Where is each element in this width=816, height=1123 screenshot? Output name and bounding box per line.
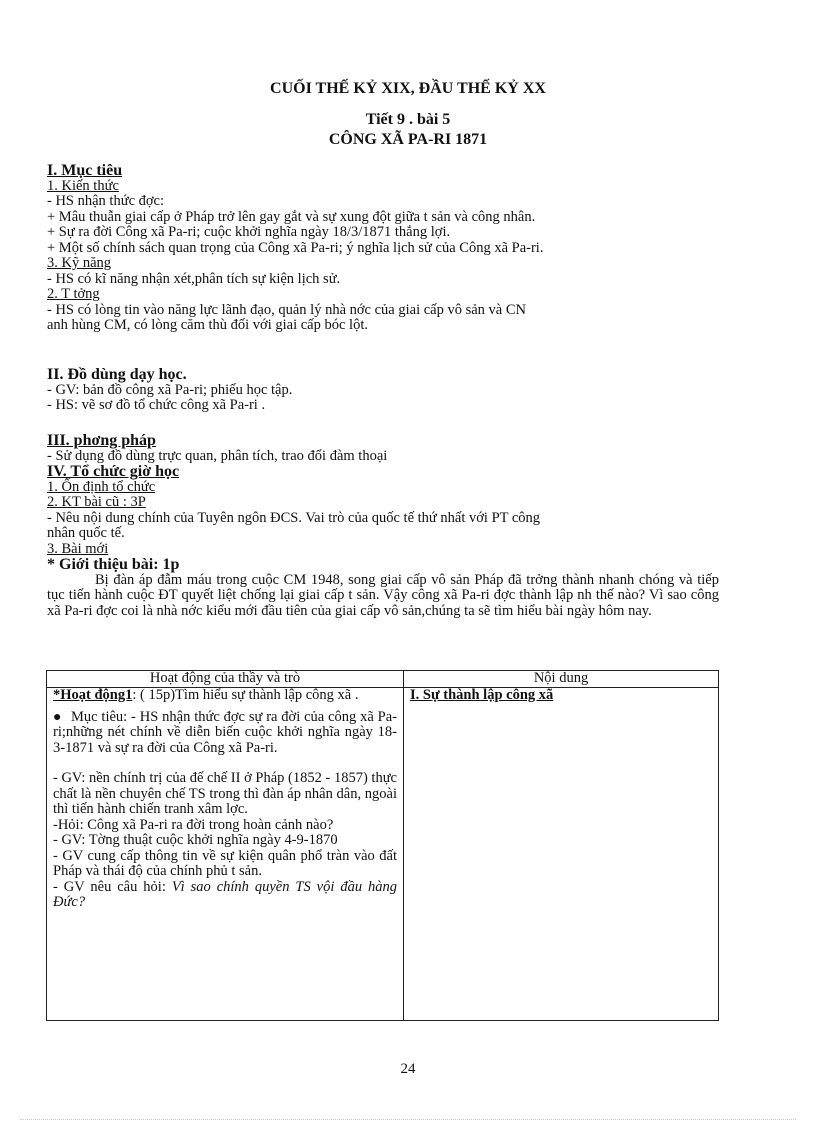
objectives-heading: I. Mục tiêu bbox=[47, 162, 123, 179]
knowledge-item: + Mâu thuẫn giai cấp ở Pháp trở lên gay gắt và sự xung đột giữa t sản và công nhân. bbox=[47, 208, 536, 225]
old-lesson-question: nhân quốc tế. bbox=[47, 525, 125, 541]
goal-label: Mục tiêu: - HS bbox=[71, 708, 159, 725]
header-teacher-student: Hoạt động của thầy và trò bbox=[47, 671, 404, 688]
knowledge-heading: 1. Kiến thức bbox=[47, 177, 119, 194]
content-heading: I. Sự thành lập công xã bbox=[410, 687, 554, 703]
methods-section bbox=[47, 433, 719, 619]
table-header-row bbox=[47, 671, 719, 688]
page-number: 24 bbox=[400, 1061, 416, 1077]
attitude-heading: 2. T tởng bbox=[47, 286, 100, 302]
organization-step: 1. Ổn định tổ chức bbox=[47, 478, 156, 495]
organization-step: 3. Bài mới bbox=[47, 540, 109, 557]
skills-text: - HS có kĩ năng nhận xét,phân tích sự kiện lịch sử. bbox=[47, 270, 341, 287]
intro-paragraph: Bị đàn áp đẫm máu trong cuộc CM 1948, song giai cấp vô sản Pháp đã trởng thành nhanh chóng và tiếp tục tiến hành cuộc ĐT quyết liệt chống lại giai cấp t sản. Vậy công xã Pa-ri đợc thành lập nh thế nào? Vì sao công xã Pa-ri đợc coi là nhà nớc kiểu mới đầu tiên của giai cấp vô sản,chúng ta sẽ tìm hiểu bài ngày hôm nay. bbox=[47, 571, 719, 619]
activity-table bbox=[46, 670, 719, 1021]
knowledge-item: + Một số chính sách quan trọng của Công xã Pa-ri; ý nghĩa lịch sử của Công xã Pa-ri. bbox=[47, 239, 544, 256]
goal-text: nhận thức đợc sự ra đời của công xã Pa-ri;những nét chính về diễn biến cuộc khởi nghĩa ngày 18-3-1871 và sự ra đời của Công xã Pa-ri. bbox=[53, 708, 398, 756]
teacher-question: -Hỏi: Công xã Pa-ri ra đời trong hoàn cảnh nào? bbox=[53, 816, 334, 833]
skills-heading: 3. Kỹ năng bbox=[47, 255, 112, 271]
activity-text: : ( 15p)Tìm hiểu sự thành lập công xã . bbox=[132, 687, 359, 703]
bullet-icon: ● bbox=[53, 709, 62, 725]
teacher-note: - GV cung cấp thông tin về sự kiện quân phổ tràn vào đất Pháp và thái độ của chính phủ t sản. bbox=[53, 847, 397, 879]
header-content: Nội dung bbox=[404, 671, 719, 688]
content-cell bbox=[404, 688, 719, 1021]
materials-item: - GV: bản đồ công xã Pa-ri; phiếu học tập. bbox=[47, 381, 293, 398]
organization-step: 2. KT bài cũ : 3P bbox=[47, 494, 146, 510]
intro-heading: * Giới thiệu bài: 1p bbox=[47, 556, 180, 573]
objectives-section bbox=[47, 163, 719, 334]
knowledge-intro: - HS nhận thức đợc: bbox=[47, 193, 165, 209]
knowledge-item: + Sự ra đời Công xã Pa-ri; cuộc khởi nghĩa ngày 18/3/1871 thắng lợi. bbox=[47, 224, 451, 240]
teacher-note: - GV: nền chính trị của đế chế II ở Pháp (1852 - 1857) thực chất là nền chuyên chế TS trong thì đàn áp nhân dân, ngoài thì tiến hành chiến tranh xâm lợc. bbox=[53, 770, 397, 817]
activity-label: *Hoạt động1 bbox=[53, 687, 133, 703]
table-row bbox=[47, 688, 719, 1021]
lesson-number: Tiết 9 . bài 5 bbox=[365, 111, 451, 128]
attitude-text: - HS có lòng tin vào năng lực lãnh đạo, quản lý nhà nớc của giai cấp vô sản và CN bbox=[47, 301, 527, 318]
materials-heading: II. Đồ dùng dạy học. bbox=[47, 366, 187, 383]
chapter-title: CUỐI THẾ KỶ XIX, ĐẦU THẾ KỶ XX bbox=[270, 80, 546, 97]
teacher-question-prefix: - GV nêu câu hỏi: bbox=[53, 878, 172, 895]
attitude-text: anh hùng CM, có lòng căm thù đối với giai cấp bóc lột. bbox=[47, 317, 368, 333]
page-bottom-divider bbox=[20, 1119, 796, 1120]
organization-heading: IV. Tổ chức giờ học bbox=[47, 463, 180, 480]
old-lesson-question: - Nêu nội dung chính của Tuyên ngôn ĐCS. Vai trò của quốc tế thứ nhất với PT công bbox=[47, 509, 541, 526]
materials-item: - HS: vẽ sơ đồ tổ chức công xã Pa-ri . bbox=[47, 397, 266, 413]
lesson-title: CÔNG XÃ PA-RI 1871 bbox=[328, 131, 488, 148]
teacher-note: - GV: Tờng thuật cuộc khởi nghĩa ngày 4-9-1870 bbox=[53, 832, 338, 848]
methods-heading: III. phơng pháp bbox=[47, 432, 156, 449]
activity-cell bbox=[47, 688, 404, 1021]
methods-text: - Sử dụng đồ dùng trực quan, phân tích, trao đổi đàm thoại bbox=[47, 447, 388, 464]
materials-section bbox=[47, 367, 719, 414]
teacher-question-italic: Vì sao chính quyền TS vội đầu hàng Đức? bbox=[53, 878, 397, 910]
